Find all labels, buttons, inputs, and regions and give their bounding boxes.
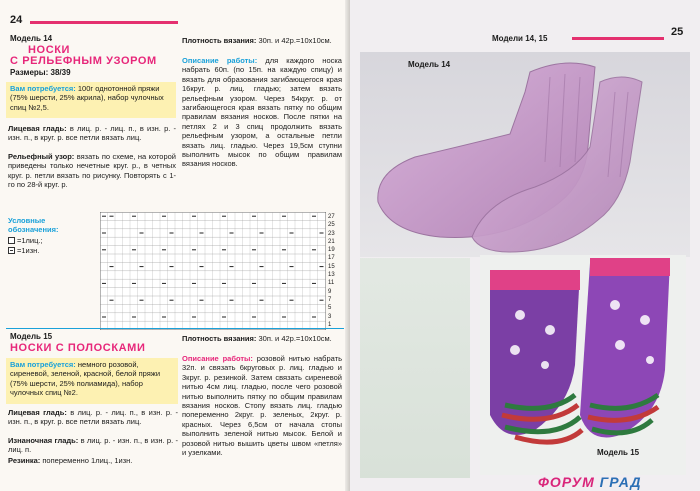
photo-model15 <box>480 255 686 475</box>
model15-rib-text: попеременно 1лиц., 1изн. <box>42 456 133 465</box>
chart-row-label: 23 <box>328 230 335 237</box>
chart-row-labels <box>328 213 335 329</box>
chart-row-label: 11 <box>328 280 335 287</box>
chart-grid <box>100 212 326 330</box>
model14-label: Модель 14 <box>10 34 53 43</box>
model15-reverse-text: в лиц. р. - изн. п., в изн. р. - лиц. п. <box>8 436 178 455</box>
legend-knit-text: =1лиц.; <box>17 236 43 245</box>
knit-symbol-icon <box>8 237 15 244</box>
header-rule-right <box>572 37 664 40</box>
chart-row-label: 25 <box>328 222 335 229</box>
purl-symbol-icon <box>8 247 15 254</box>
decorative-green-panel <box>360 258 470 478</box>
chart-row-label: 9 <box>328 288 332 295</box>
chart-row-label: 17 <box>328 255 335 262</box>
model14-stockinette <box>8 124 176 143</box>
model15-reverse <box>8 436 178 455</box>
model14-materials-text: 100г однотонной пряжи (75% шерсти, 25% акрила), набор чулочных спиц №2,5. <box>10 84 164 112</box>
watermark-part-b: ГРАД <box>599 474 642 490</box>
model15-density <box>182 334 342 343</box>
model15-stockinette <box>8 408 178 427</box>
model15-work-text: розовой нитью набрать 32п. и связать 6круговых р. лиц. гладью и 3круг. р. резинкой. Затем связать сиреневой нитью 4см лиц. гладью, после чего розовой нитью выполнить пятку по общим правилам вязания носков. Стопу вязать лиц. гладью попеременно 2круг. р. зеленых, 2круг. р. красных. Через 6,5см от начала стопы выполнить зеленой нитью мысок. Белой и розовой нитью вышить цветы швом «петля» и узелками. <box>182 354 342 458</box>
model14-relief <box>8 152 176 190</box>
model15-work-label: Описание работы: <box>182 354 253 363</box>
model15-density-label: Плотность вязания: <box>182 334 257 343</box>
chart-row-label: 15 <box>328 263 335 270</box>
model14-title-line2: С РЕЛЬЕФНЫМ УЗОРОМ <box>10 55 157 67</box>
page-number-left: 24 <box>10 14 23 26</box>
model15-rib <box>8 456 178 465</box>
model15-work <box>182 354 342 457</box>
model14-materials-box <box>6 82 176 118</box>
model15-density-text: 30п. и 42р.=10х10см. <box>258 334 332 343</box>
chart-row-label: 3 <box>328 313 332 320</box>
model14-stockinette-label: Лицевая гладь: <box>8 124 67 133</box>
chart-row-label: 5 <box>328 305 332 312</box>
model15-label: Модель 15 <box>10 332 53 341</box>
chart-row-label: 1 <box>328 321 332 328</box>
page-number-right: 25 <box>671 26 684 38</box>
legend-title: Условные обозначения: <box>8 216 59 234</box>
chart-row-label: 21 <box>328 238 335 245</box>
model15-materials-label: Вам потребуется: <box>10 360 76 369</box>
photo2-caption: Модель 15 <box>597 448 640 457</box>
model14-density-label: Плотность вязания: <box>182 36 257 45</box>
model15-rib-label: Резинка: <box>8 456 41 465</box>
chart-row-label: 13 <box>328 272 335 279</box>
model15-reverse-label: Изнаночная гладь: <box>8 436 79 445</box>
chart-row-label: 19 <box>328 247 335 254</box>
watermark-logo <box>538 474 641 490</box>
model14-work-label: Описание работы: <box>182 56 258 65</box>
model14-sizes: Размеры: 38/39 <box>10 68 71 77</box>
model14-stockinette-text: в лиц. р. - лиц. п., в изн. р. - изн. п., в круг. р. все петли вязать лиц. <box>8 124 177 143</box>
model14-materials-label: Вам потребуется: <box>10 84 76 93</box>
legend-knit <box>8 236 43 245</box>
chart-row-label: 27 <box>328 214 335 220</box>
photo-model14 <box>360 52 690 257</box>
photo1-caption: Модель 14 <box>408 60 451 69</box>
striped-socks-photo <box>480 255 686 475</box>
model15-stockinette-text: в лиц. р. - лиц. п., в изн. р. - изн. п., в круг. р. все петли вязать лиц. <box>8 408 178 427</box>
section-divider <box>6 328 344 329</box>
model15-title: НОСКИ С ПОЛОСКАМИ <box>10 342 146 354</box>
model14-relief-label: Рельефный узор: <box>8 152 75 161</box>
model14-density-text: 30п. и 42р.=10х10см. <box>258 36 332 45</box>
model14-relief-text: вязать по схеме, на которой приведены только нечетные круг. р., в четных круг. р. петли вязать по рисунку. Повторять с 1-го по 28-й круг. р. <box>8 152 177 190</box>
legend-purl-text: =1изн. <box>17 246 40 255</box>
legend-purl <box>8 246 39 255</box>
model15-materials-box <box>6 358 178 404</box>
model14-work <box>182 56 342 169</box>
model14-work-text: для каждого носка набрать 60п. (по 15п. на каждую спицу) и вязать для образования загибающегося края 16круг. р. лиц. гладью; затем вязать рельефным узором. Через 54круг. р. от загибающегося края вязать пятку по общим правилам вязания носков. После пятки на петлях 2 и 3 спиц продолжить вязать рельефным узором, а остальные петли вязать лиц. гладью. Через 19,5см ступни выполнить мысок по общим правилам вязания носков. <box>182 56 342 169</box>
model15-materials-text: немного розовой, сиреневой, зеленой, красной, белой пряжи (75% шерсти, 25% полиамида), набор чулочных спиц №2. <box>10 360 161 398</box>
models-caption: Модели 14, 15 <box>492 34 548 43</box>
model14-title-line1: НОСКИ <box>28 44 71 56</box>
model15-stockinette-label: Лицевая гладь: <box>8 408 67 417</box>
lilac-socks-photo <box>360 52 690 257</box>
knitting-chart <box>100 212 326 330</box>
model14-density <box>182 36 342 45</box>
header-rule-left <box>30 21 178 24</box>
chart-row-label: 7 <box>328 296 332 303</box>
watermark-part-a: ФОРУМ <box>538 474 600 490</box>
